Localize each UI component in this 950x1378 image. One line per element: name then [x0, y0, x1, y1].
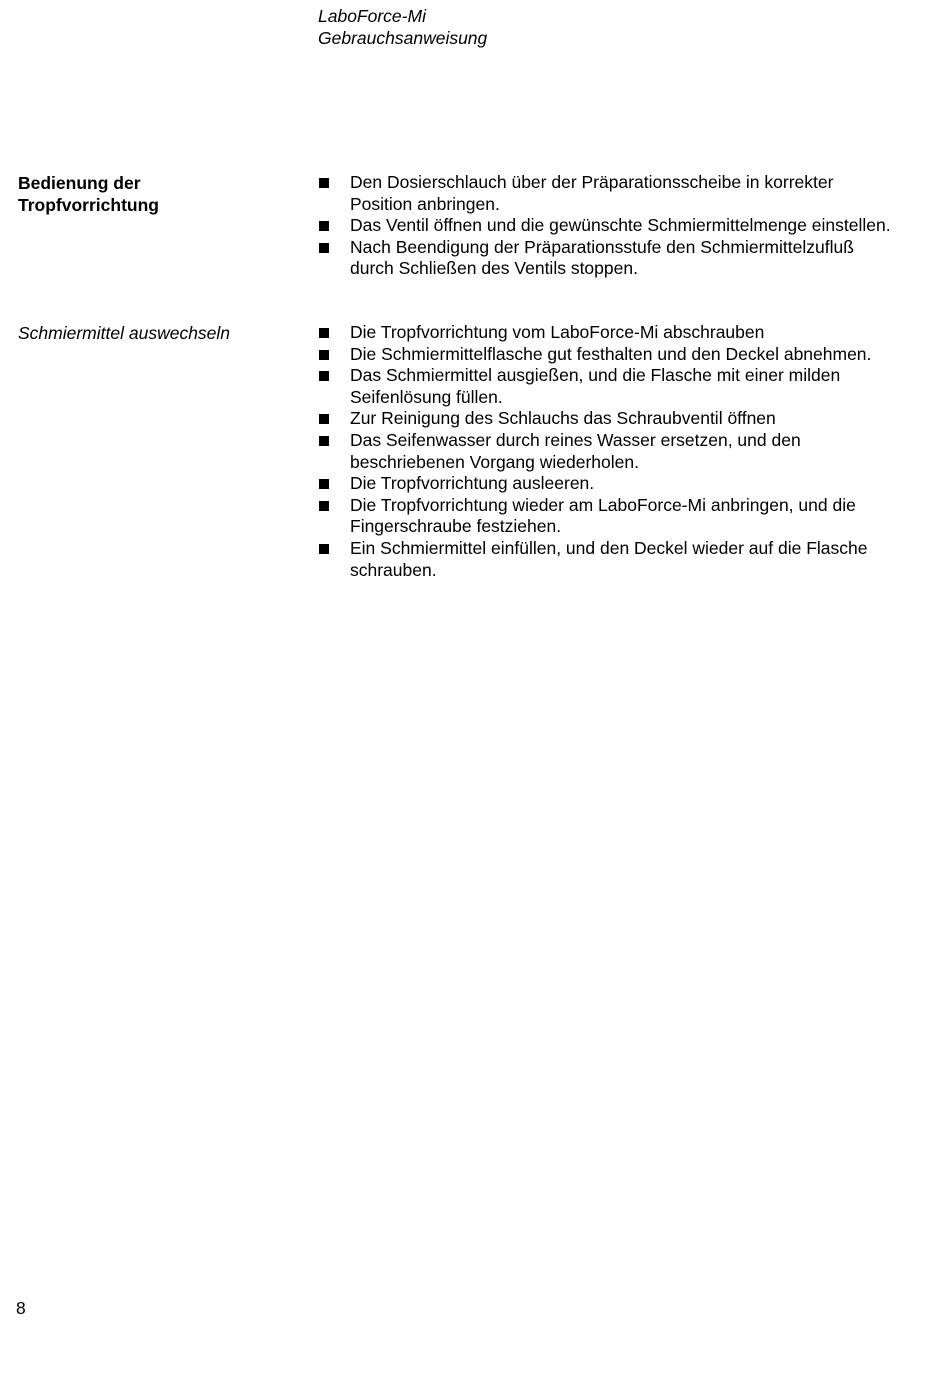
square-bullet-icon: [319, 436, 329, 446]
list-item: [318, 430, 898, 473]
square-bullet-icon: [319, 221, 329, 231]
list-item-text: Das Seifenwasser durch reines Wasser ersetzen, und den beschriebenen Vorgang wiederholen.: [350, 429, 801, 472]
list-item: [318, 473, 898, 495]
square-bullet-icon: [319, 328, 329, 338]
list-item-text: Das Schmiermittel ausgießen, und die Flasche mit einer milden Seifenlösung füllen.: [350, 365, 841, 407]
square-bullet-icon: [319, 350, 329, 360]
list-item-text: Nach Beendigung der Präparationsstufe den Schmiermittelzufluß durch Schließen des Ventils stoppen.: [350, 236, 854, 279]
document-type: Gebrauchsanweisung: [318, 28, 488, 48]
list-item: [318, 322, 898, 344]
list-item-text: Zur Reinigung des Schlauchs das Schraubventil öffnen: [350, 408, 776, 429]
list-item: [318, 538, 898, 581]
list-item: [318, 215, 898, 237]
product-name: LaboForce-Mi: [318, 6, 426, 26]
list-item-text: Die Schmiermittelflasche gut festhalten und den Deckel abnehmen.: [350, 343, 872, 364]
list-item-text: Die Tropfvorrichtung wieder am LaboForce-Mi anbringen, und die Fingerschraube festziehen.: [350, 494, 856, 537]
square-bullet-icon: [319, 371, 329, 381]
list-item: [318, 495, 898, 538]
list-item-text: Die Tropfvorrichtung ausleeren.: [350, 473, 595, 494]
list-item: [318, 172, 898, 215]
square-bullet-icon: [319, 501, 329, 511]
section-title: Schmiermittel auswechseln: [18, 323, 231, 343]
square-bullet-icon: [319, 479, 329, 489]
document-header: [318, 5, 487, 49]
section-title: Bedienung der Tropfvorrichtung: [18, 173, 159, 215]
list-item: [318, 365, 898, 408]
bullet-list: [318, 172, 898, 280]
list-item: [318, 237, 898, 280]
list-item-text: Ein Schmiermittel einfüllen, und den Deckel wieder auf die Flasche schrauben.: [350, 537, 868, 580]
bullet-list: [318, 322, 898, 581]
square-bullet-icon: [319, 544, 329, 554]
square-bullet-icon: [319, 243, 329, 253]
square-bullet-icon: [319, 178, 329, 188]
list-item: [318, 408, 898, 430]
list-item-text: Die Tropfvorrichtung vom LaboForce-Mi abschrauben: [350, 322, 765, 342]
list-item-text: Den Dosierschlauch über der Präparationsscheibe in korrekter Position anbringen.: [350, 172, 834, 214]
page-number: 8: [16, 1298, 26, 1318]
list-item-text: Das Ventil öffnen und die gewünschte Schmiermittelmenge einstellen.: [350, 215, 891, 236]
square-bullet-icon: [319, 414, 329, 424]
list-item: [318, 344, 898, 366]
